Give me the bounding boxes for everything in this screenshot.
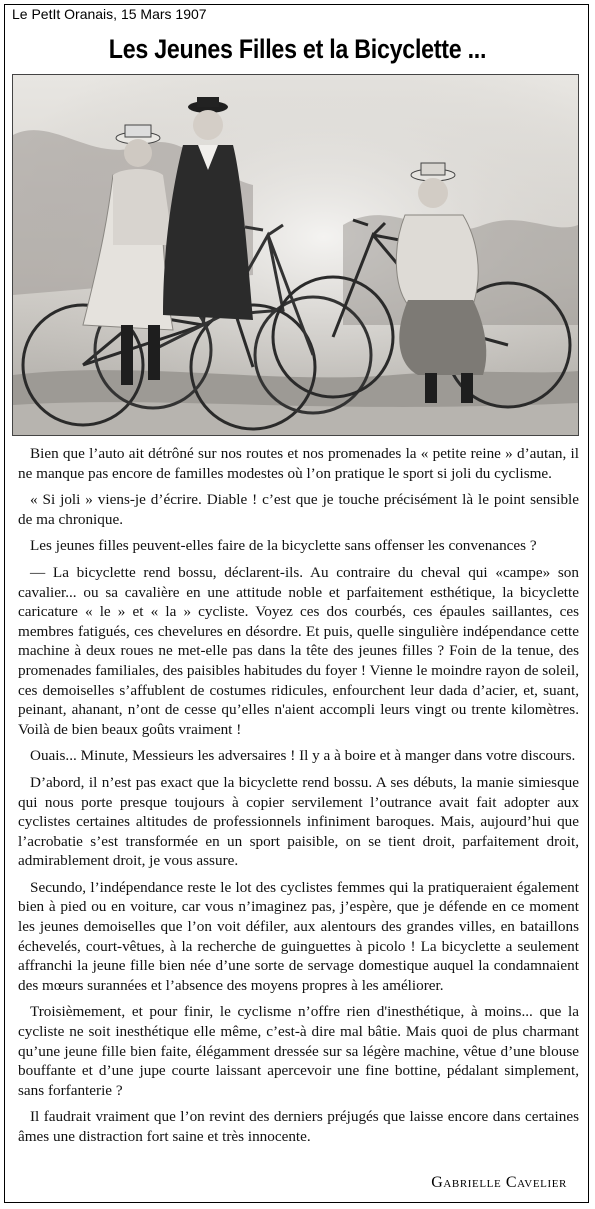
article-paragraph: Troisièmement, et pour finir, le cyclisme n’offre rien d'inesthétique, à moins... que la cycliste ne soit inesthétique elle même, c’est-à dire mal bâtie. Mais quoi de plus charmant qu’une jeune fille bien faite, élégamment dressée sur sa légère machine, vêtue d’une blouse bouffante et d’une jupe courte laissant apercevoir une fine bottine, pédalant simplement, sans forfanterie ? [18,1003,579,1099]
photograph-women-bicycles [12,74,579,436]
article-paragraph: Les jeunes filles peuvent-elles faire de la bicyclette sans offenser les convenances ? [30,537,537,555]
article-paragraph: — La bicyclette rend bossu, déclarent-ils. Au contraire du cheval qui «campe» son cavalier... ou sa cavalière en une attitude noble et parfaitement esthétique, la bicyclette caricature « le » et « la » cycliste. Voyez ces dos courbés, ces épaules saillantes, ces membres fatigués, ces chevelures en désordre. Et puis, quelle singulière indépendance cette machine à deux roues ne met-elle pas dans la tête des jeunes filles ? Foin de la tenue, des promenades familiales, des paisibles habitudes du foyer ! Vienne le moindre rayon de soleil, ces demoiselles s’affublent de costumes ridicules, enfourchent leur dada d’acier, et, suant, peinant, ahanant, n’ont de cesse qu’elles n'aient accompli leurs vingt ou trente kilomètres. Voilà de bien beaux goûts vraiment ! [18,563,579,738]
article-paragraph: Ouais... Minute, Messieurs les adversaires ! Il y a à boire et à manger dans votre discours. [30,747,576,765]
article-paragraph: D’abord, il n’est pas exact que la bicyclette rend bossu. A ses débuts, la manie simiesque qui nous porte presque toujours à copier servilement l’outrance avait fait adopter aux cyclistes certaines altitudes de professionnels infiniment baroques. Mais, aujourd’hui que l’acrobatie s’est transformée en un sport paisible, on se tient droit, parfaitement droit, admirablement droit, je vous assure. [18,773,579,870]
article-paragraph: Secundo, l’indépendance reste le lot des cyclistes femmes qui la pratiqueraient également bien à pied ou en voiture, car vous n’imaginez pas, j’espère, que je défende en ce moment les jeunes demoiselles que l’on voit défiler, aux alentours des grandes villes, en bataillons échevelés, court-vêtues, à la recherche de guinguettes à picolo ! La bicyclette a seulement affranchi la jeune fille bien née d’une sorte de servage domestique auquel la condamnaient des mœurs surannées et l’absence des moyens propres à les améliorer. [18,878,579,994]
article-body [18,444,579,1154]
author-signature: Gabrielle Cavelier [431,1174,567,1191]
article-headline: Les Jeunes Filles et la Bicyclette ... [108,34,487,64]
article-paragraph: « Si joli » viens-je d’écrire. Diable ! c’est que je touche précisément là le point sensible de ma chronique. [18,491,579,528]
publication-source: Le PetIt Oranais, 15 Mars 1907 [12,6,207,22]
article-paragraph: Bien que l’auto ait détrôné sur nos routes et nos promenades la « petite reine » d’autan, il ne manque pas encore de familles modestes où l’on pratique le sport si joli du cyclisme. [18,445,579,482]
article-paragraph: Il faudrait vraiment que l’on revint des derniers préjugés que laisse encore dans certaines âmes une distraction fort saine et très innocente. [18,1108,579,1145]
